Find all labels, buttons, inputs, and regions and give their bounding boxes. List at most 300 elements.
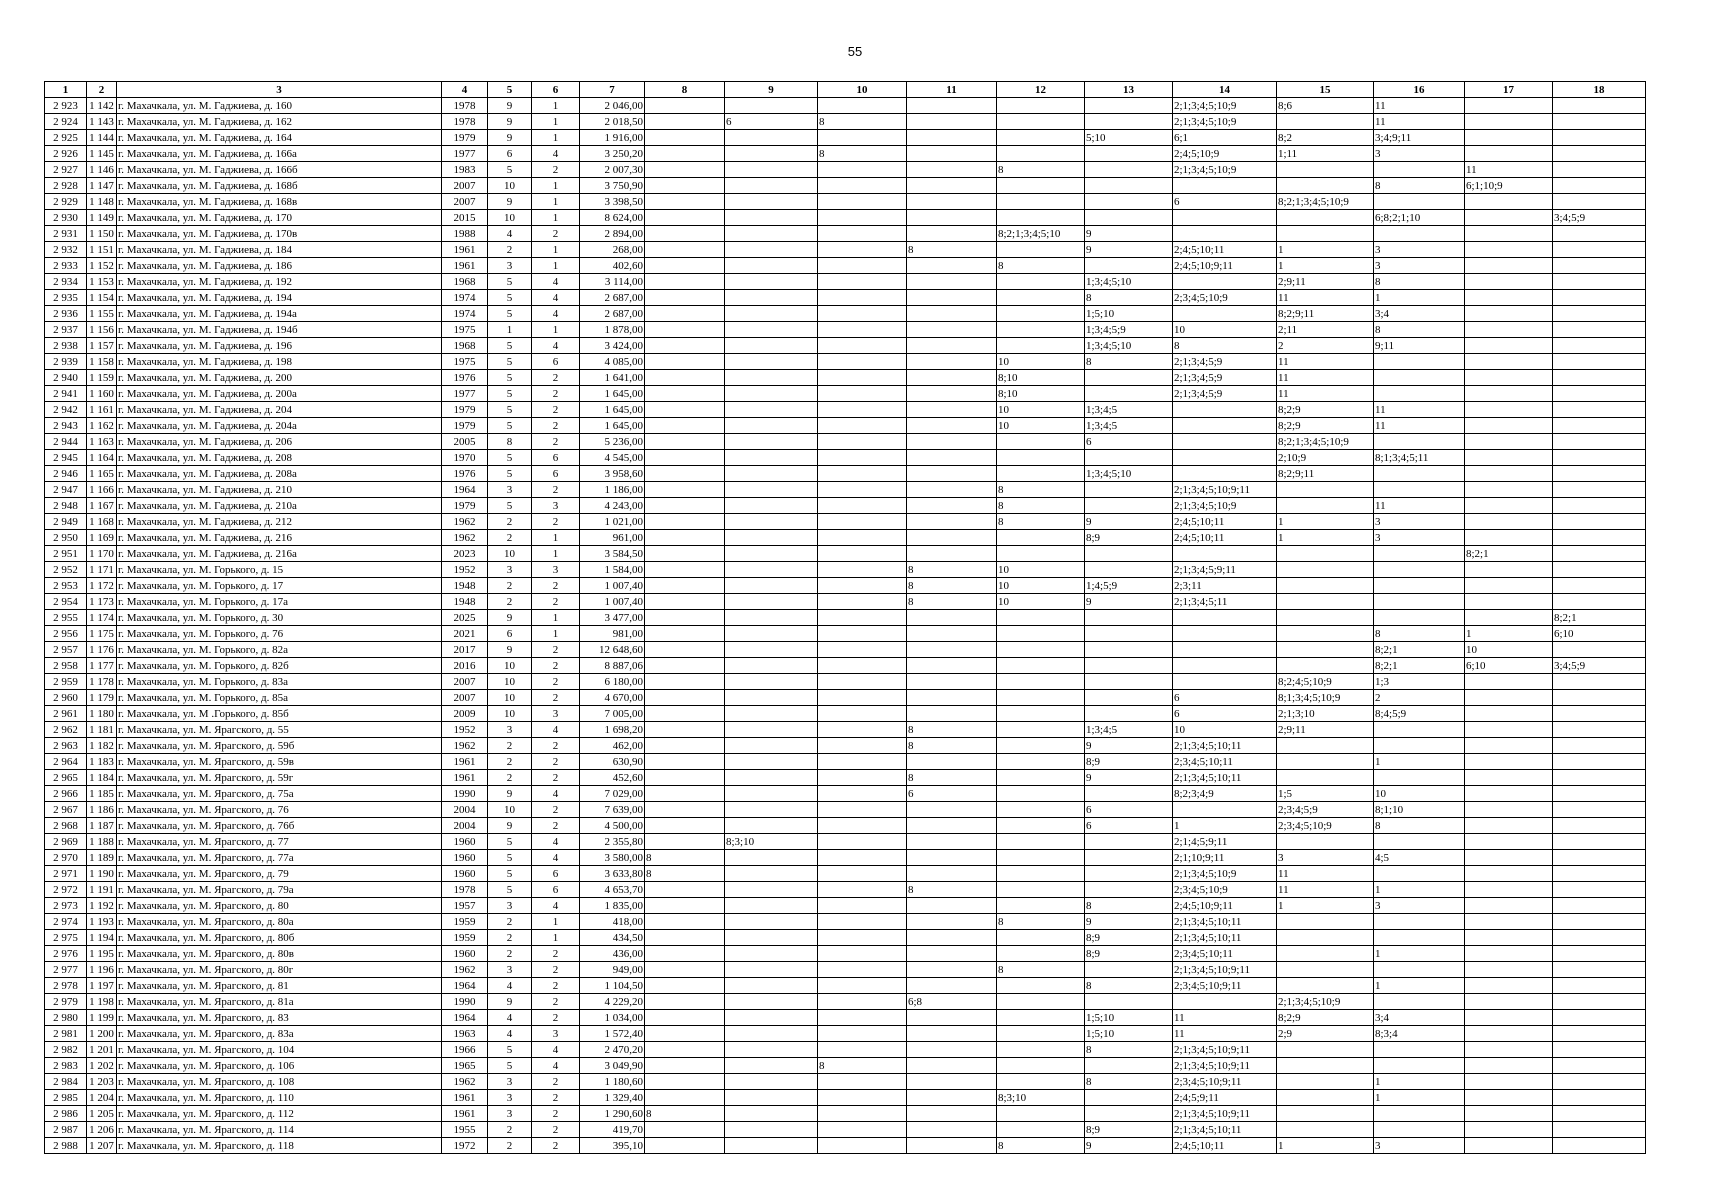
cell-col-1: 2 950 (45, 530, 87, 546)
cell-col-13 (1085, 690, 1173, 706)
cell-col-7: 3 398,50 (580, 194, 645, 210)
cell-col-2: 1 181 (87, 722, 117, 738)
cell-col-12 (997, 1026, 1085, 1042)
cell-col-15: 2;9 (1277, 1026, 1374, 1042)
cell-col-4: 1979 (442, 402, 488, 418)
cell-col-13: 8 (1085, 1074, 1173, 1090)
cell-col-5: 9 (488, 114, 532, 130)
cell-col-6: 2 (532, 738, 580, 754)
cell-col-4: 1961 (442, 1090, 488, 1106)
column-header-14: 14 (1173, 82, 1277, 98)
cell-col-2: 1 186 (87, 802, 117, 818)
cell-col-15: 2;9;11 (1277, 722, 1374, 738)
cell-col-7: 981,00 (580, 626, 645, 642)
cell-col-16: 8 (1374, 626, 1465, 642)
cell-col-4: 1966 (442, 1042, 488, 1058)
cell-col-14: 2;1;3;4;5;10;9 (1173, 866, 1277, 882)
cell-col-1: 2 951 (45, 546, 87, 562)
cell-col-5: 5 (488, 290, 532, 306)
cell-col-17 (1465, 866, 1553, 882)
cell-col-11 (907, 498, 997, 514)
cell-col-3: г. Махачкала, ул. М. Гаджиева, д. 200а (117, 386, 442, 402)
cell-col-16 (1374, 226, 1465, 242)
cell-col-3: г. Махачкала, ул. М. Ярагского, д. 80а (117, 914, 442, 930)
cell-col-2: 1 185 (87, 786, 117, 802)
cell-col-1: 2 955 (45, 610, 87, 626)
cell-col-13: 8;9 (1085, 530, 1173, 546)
cell-col-13 (1085, 1106, 1173, 1122)
cell-col-6: 4 (532, 898, 580, 914)
cell-col-11 (907, 98, 997, 114)
cell-col-11 (907, 482, 997, 498)
cell-col-11 (907, 274, 997, 290)
cell-col-17 (1465, 914, 1553, 930)
cell-col-3: г. Махачкала, ул. М. Гаджиева, д. 194а (117, 306, 442, 322)
cell-col-9 (725, 914, 818, 930)
cell-col-7: 6 180,00 (580, 674, 645, 690)
cell-col-15 (1277, 594, 1374, 610)
cell-col-1: 2 928 (45, 178, 87, 194)
cell-col-9 (725, 978, 818, 994)
cell-col-14 (1173, 658, 1277, 674)
cell-col-10 (818, 98, 907, 114)
cell-col-5: 3 (488, 962, 532, 978)
column-header-8: 8 (645, 82, 725, 98)
cell-col-3: г. Махачкала, ул. М. Ярагского, д. 110 (117, 1090, 442, 1106)
cell-col-11 (907, 914, 997, 930)
cell-col-6: 2 (532, 1090, 580, 1106)
cell-col-16: 9;11 (1374, 338, 1465, 354)
cell-col-15: 2;9;11 (1277, 274, 1374, 290)
cell-col-10 (818, 850, 907, 866)
cell-col-18 (1553, 178, 1646, 194)
cell-col-4: 1968 (442, 338, 488, 354)
cell-col-6: 2 (532, 946, 580, 962)
cell-col-17 (1465, 802, 1553, 818)
cell-col-13 (1085, 178, 1173, 194)
cell-col-13: 8;9 (1085, 946, 1173, 962)
cell-col-4: 2023 (442, 546, 488, 562)
cell-col-6: 2 (532, 370, 580, 386)
cell-col-3: г. Махачкала, ул. М. Гаджиева, д. 216а (117, 546, 442, 562)
cell-col-13 (1085, 146, 1173, 162)
cell-col-1: 2 935 (45, 290, 87, 306)
cell-col-4: 1990 (442, 994, 488, 1010)
cell-col-8 (645, 674, 725, 690)
cell-col-18 (1553, 706, 1646, 722)
cell-col-10 (818, 130, 907, 146)
cell-col-3: г. Махачкала, ул. М. Ярагского, д. 79 (117, 866, 442, 882)
cell-col-12 (997, 306, 1085, 322)
cell-col-8 (645, 738, 725, 754)
cell-col-17 (1465, 946, 1553, 962)
cell-col-14 (1173, 402, 1277, 418)
cell-col-15 (1277, 562, 1374, 578)
cell-col-10 (818, 402, 907, 418)
cell-col-8 (645, 226, 725, 242)
cell-col-14: 2;1;3;4;5;10;9;11 (1173, 962, 1277, 978)
cell-col-15 (1277, 1074, 1374, 1090)
cell-col-14: 2;4;5;10;9;11 (1173, 898, 1277, 914)
cell-col-13 (1085, 610, 1173, 626)
cell-col-16: 11 (1374, 402, 1465, 418)
cell-col-9 (725, 930, 818, 946)
cell-col-2: 1 189 (87, 850, 117, 866)
column-header-16: 16 (1374, 82, 1465, 98)
cell-col-2: 1 147 (87, 178, 117, 194)
cell-col-3: г. Махачкала, ул. М. Гаджиева, д. 162 (117, 114, 442, 130)
cell-col-13: 9 (1085, 770, 1173, 786)
cell-col-14: 2;1;3;4;5;10;9;11 (1173, 1042, 1277, 1058)
cell-col-5: 5 (488, 466, 532, 482)
cell-col-16: 2 (1374, 690, 1465, 706)
cell-col-5: 10 (488, 802, 532, 818)
cell-col-18 (1553, 738, 1646, 754)
cell-col-18 (1553, 130, 1646, 146)
cell-col-2: 1 162 (87, 418, 117, 434)
cell-col-15: 11 (1277, 386, 1374, 402)
cell-col-5: 5 (488, 386, 532, 402)
cell-col-14: 2;1;3;4;5;10;11 (1173, 930, 1277, 946)
cell-col-10 (818, 306, 907, 322)
cell-col-16: 3;4;9;11 (1374, 130, 1465, 146)
cell-col-2: 1 178 (87, 674, 117, 690)
cell-col-12 (997, 466, 1085, 482)
cell-col-3: г. Махачкала, ул. М. Ярагского, д. 77а (117, 850, 442, 866)
cell-col-2: 1 154 (87, 290, 117, 306)
cell-col-12: 10 (997, 562, 1085, 578)
cell-col-16: 4;5 (1374, 850, 1465, 866)
cell-col-14 (1173, 306, 1277, 322)
cell-col-3: г. Махачкала, ул. М .Горького, д. 85б (117, 706, 442, 722)
cell-col-5: 6 (488, 146, 532, 162)
cell-col-10 (818, 178, 907, 194)
cell-col-14: 2;1;3;4;5;10;11 (1173, 738, 1277, 754)
cell-col-9 (725, 898, 818, 914)
cell-col-9 (725, 546, 818, 562)
cell-col-4: 1970 (442, 450, 488, 466)
cell-col-3: г. Махачкала, ул. М. Гаджиева, д. 184 (117, 242, 442, 258)
cell-col-3: г. Махачкала, ул. М. Горького, д. 83а (117, 674, 442, 690)
cell-col-11 (907, 418, 997, 434)
cell-col-12 (997, 242, 1085, 258)
table-row (45, 642, 1646, 658)
table-row (45, 370, 1646, 386)
cell-col-7: 1 104,50 (580, 978, 645, 994)
cell-col-6: 1 (532, 610, 580, 626)
table-row (45, 978, 1646, 994)
cell-col-6: 3 (532, 498, 580, 514)
cell-col-12: 10 (997, 594, 1085, 610)
cell-col-4: 1961 (442, 1106, 488, 1122)
cell-col-11 (907, 946, 997, 962)
cell-col-15: 1 (1277, 514, 1374, 530)
cell-col-13: 9 (1085, 226, 1173, 242)
cell-col-2: 1 190 (87, 866, 117, 882)
cell-col-8 (645, 882, 725, 898)
cell-col-5: 9 (488, 642, 532, 658)
cell-col-13: 6 (1085, 818, 1173, 834)
cell-col-5: 2 (488, 914, 532, 930)
cell-col-3: г. Махачкала, ул. М. Гаджиева, д. 166б (117, 162, 442, 178)
cell-col-1: 2 934 (45, 274, 87, 290)
cell-col-1: 2 973 (45, 898, 87, 914)
cell-col-15 (1277, 978, 1374, 994)
cell-col-5: 3 (488, 722, 532, 738)
cell-col-12 (997, 786, 1085, 802)
table-row (45, 1122, 1646, 1138)
cell-col-9 (725, 258, 818, 274)
cell-col-7: 3 750,90 (580, 178, 645, 194)
cell-col-17 (1465, 290, 1553, 306)
cell-col-17 (1465, 482, 1553, 498)
cell-col-14 (1173, 610, 1277, 626)
cell-col-6: 4 (532, 834, 580, 850)
cell-col-18: 3;4;5;9 (1553, 658, 1646, 674)
cell-col-9: 6 (725, 114, 818, 130)
cell-col-7: 3 477,00 (580, 610, 645, 626)
cell-col-14 (1173, 274, 1277, 290)
cell-col-9 (725, 882, 818, 898)
cell-col-4: 1976 (442, 466, 488, 482)
column-header-1: 1 (45, 82, 87, 98)
cell-col-10 (818, 354, 907, 370)
table-row (45, 786, 1646, 802)
cell-col-15: 11 (1277, 370, 1374, 386)
cell-col-9 (725, 1074, 818, 1090)
cell-col-5: 3 (488, 1074, 532, 1090)
cell-col-1: 2 949 (45, 514, 87, 530)
cell-col-12: 10 (997, 402, 1085, 418)
cell-col-18 (1553, 594, 1646, 610)
cell-col-7: 4 500,00 (580, 818, 645, 834)
cell-col-18 (1553, 962, 1646, 978)
cell-col-15 (1277, 946, 1374, 962)
cell-col-4: 1957 (442, 898, 488, 914)
cell-col-12 (997, 754, 1085, 770)
cell-col-3: г. Махачкала, ул. М. Ярагского, д. 80в (117, 946, 442, 962)
cell-col-10 (818, 562, 907, 578)
cell-col-10 (818, 626, 907, 642)
cell-col-15 (1277, 178, 1374, 194)
cell-col-8 (645, 978, 725, 994)
cell-col-9 (725, 754, 818, 770)
cell-col-11 (907, 546, 997, 562)
table-row (45, 482, 1646, 498)
cell-col-11 (907, 1042, 997, 1058)
cell-col-15 (1277, 1090, 1374, 1106)
column-header-7: 7 (580, 82, 645, 98)
cell-col-13: 9 (1085, 594, 1173, 610)
cell-col-13: 8 (1085, 354, 1173, 370)
cell-col-18 (1553, 578, 1646, 594)
cell-col-9 (725, 210, 818, 226)
cell-col-10 (818, 466, 907, 482)
cell-col-17 (1465, 466, 1553, 482)
cell-col-3: г. Махачкала, ул. М. Горького, д. 82а (117, 642, 442, 658)
cell-col-16 (1374, 834, 1465, 850)
cell-col-12 (997, 882, 1085, 898)
cell-col-10 (818, 706, 907, 722)
cell-col-1: 2 956 (45, 626, 87, 642)
cell-col-11: 6;8 (907, 994, 997, 1010)
cell-col-11: 8 (907, 562, 997, 578)
table-row (45, 178, 1646, 194)
cell-col-14: 2;1;3;4;5;10;9 (1173, 98, 1277, 114)
cell-col-15 (1277, 1042, 1374, 1058)
cell-col-17: 6;1;10;9 (1465, 178, 1553, 194)
cell-col-5: 2 (488, 242, 532, 258)
cell-col-9 (725, 402, 818, 418)
cell-col-16 (1374, 594, 1465, 610)
table-row (45, 882, 1646, 898)
cell-col-3: г. Махачкала, ул. М. Горького, д. 30 (117, 610, 442, 626)
cell-col-10 (818, 514, 907, 530)
cell-col-14: 1 (1173, 818, 1277, 834)
cell-col-1: 2 983 (45, 1058, 87, 1074)
cell-col-8: 8 (645, 866, 725, 882)
cell-col-5: 10 (488, 674, 532, 690)
cell-col-10 (818, 194, 907, 210)
cell-col-11 (907, 834, 997, 850)
cell-col-2: 1 150 (87, 226, 117, 242)
cell-col-9: 8;3;10 (725, 834, 818, 850)
cell-col-18 (1553, 850, 1646, 866)
column-header-10: 10 (818, 82, 907, 98)
cell-col-5: 5 (488, 834, 532, 850)
cell-col-13 (1085, 994, 1173, 1010)
cell-col-6: 2 (532, 802, 580, 818)
cell-col-8 (645, 514, 725, 530)
cell-col-5: 2 (488, 946, 532, 962)
cell-col-2: 1 206 (87, 1122, 117, 1138)
housing-register-table (44, 81, 1646, 1154)
cell-col-17 (1465, 898, 1553, 914)
cell-col-3: г. Махачкала, ул. М. Гаджиева, д. 170 (117, 210, 442, 226)
table-body (45, 98, 1646, 1154)
cell-col-16: 3 (1374, 898, 1465, 914)
column-header-5: 5 (488, 82, 532, 98)
cell-col-9 (725, 562, 818, 578)
cell-col-16: 11 (1374, 498, 1465, 514)
cell-col-10 (818, 226, 907, 242)
cell-col-1: 2 975 (45, 930, 87, 946)
cell-col-13: 9 (1085, 738, 1173, 754)
cell-col-4: 1977 (442, 386, 488, 402)
cell-col-14: 10 (1173, 722, 1277, 738)
cell-col-16 (1374, 162, 1465, 178)
cell-col-11 (907, 338, 997, 354)
cell-col-13: 1;3;4;5 (1085, 418, 1173, 434)
cell-col-9 (725, 658, 818, 674)
cell-col-3: г. Махачкала, ул. М. Ярагского, д. 77 (117, 834, 442, 850)
cell-col-8 (645, 610, 725, 626)
cell-col-5: 4 (488, 1026, 532, 1042)
cell-col-17 (1465, 882, 1553, 898)
cell-col-16: 3 (1374, 514, 1465, 530)
cell-col-3: г. Махачкала, ул. М. Ярагского, д. 108 (117, 1074, 442, 1090)
cell-col-11: 8 (907, 738, 997, 754)
cell-col-16 (1374, 386, 1465, 402)
cell-col-13 (1085, 194, 1173, 210)
cell-col-13 (1085, 498, 1173, 514)
cell-col-6: 6 (532, 866, 580, 882)
cell-col-14: 11 (1173, 1010, 1277, 1026)
cell-col-16 (1374, 994, 1465, 1010)
cell-col-12: 8;10 (997, 386, 1085, 402)
cell-col-7: 3 958,60 (580, 466, 645, 482)
cell-col-1: 2 948 (45, 498, 87, 514)
cell-col-11 (907, 114, 997, 130)
cell-col-4: 1962 (442, 530, 488, 546)
cell-col-13: 8 (1085, 898, 1173, 914)
cell-col-13: 6 (1085, 434, 1173, 450)
cell-col-16: 3;4 (1374, 306, 1465, 322)
cell-col-9 (725, 738, 818, 754)
cell-col-3: г. Махачкала, ул. М. Горького, д. 82б (117, 658, 442, 674)
cell-col-1: 2 925 (45, 130, 87, 146)
cell-col-5: 2 (488, 930, 532, 946)
cell-col-12 (997, 722, 1085, 738)
cell-col-15 (1277, 770, 1374, 786)
cell-col-8 (645, 1138, 725, 1154)
cell-col-14: 2;1;3;4;5;10;11 (1173, 914, 1277, 930)
cell-col-9 (725, 786, 818, 802)
cell-col-7: 402,60 (580, 258, 645, 274)
cell-col-9 (725, 194, 818, 210)
cell-col-10 (818, 834, 907, 850)
cell-col-6: 2 (532, 1106, 580, 1122)
cell-col-5: 9 (488, 610, 532, 626)
cell-col-12 (997, 1106, 1085, 1122)
table-row (45, 946, 1646, 962)
cell-col-17 (1465, 130, 1553, 146)
cell-col-6: 2 (532, 978, 580, 994)
cell-col-14: 2;4;5;10;9 (1173, 146, 1277, 162)
cell-col-6: 6 (532, 354, 580, 370)
cell-col-10 (818, 546, 907, 562)
cell-col-15: 8;2;4;5;10;9 (1277, 674, 1374, 690)
cell-col-5: 9 (488, 98, 532, 114)
cell-col-11 (907, 610, 997, 626)
cell-col-10 (818, 210, 907, 226)
cell-col-15: 11 (1277, 290, 1374, 306)
cell-col-8 (645, 482, 725, 498)
table-row (45, 754, 1646, 770)
column-header-12: 12 (997, 82, 1085, 98)
cell-col-10 (818, 338, 907, 354)
cell-col-12 (997, 114, 1085, 130)
cell-col-18 (1553, 994, 1646, 1010)
cell-col-1: 2 965 (45, 770, 87, 786)
cell-col-3: г. Махачкала, ул. М. Ярагского, д. 104 (117, 1042, 442, 1058)
cell-col-7: 1 290,60 (580, 1106, 645, 1122)
cell-col-17 (1465, 258, 1553, 274)
cell-col-12 (997, 1058, 1085, 1074)
cell-col-8 (645, 898, 725, 914)
cell-col-1: 2 932 (45, 242, 87, 258)
cell-col-5: 10 (488, 178, 532, 194)
cell-col-6: 1 (532, 546, 580, 562)
table-row (45, 306, 1646, 322)
cell-col-12: 10 (997, 578, 1085, 594)
table-row (45, 1010, 1646, 1026)
cell-col-16 (1374, 610, 1465, 626)
cell-col-11: 8 (907, 578, 997, 594)
cell-col-8 (645, 434, 725, 450)
cell-col-4: 1974 (442, 290, 488, 306)
cell-col-15 (1277, 482, 1374, 498)
